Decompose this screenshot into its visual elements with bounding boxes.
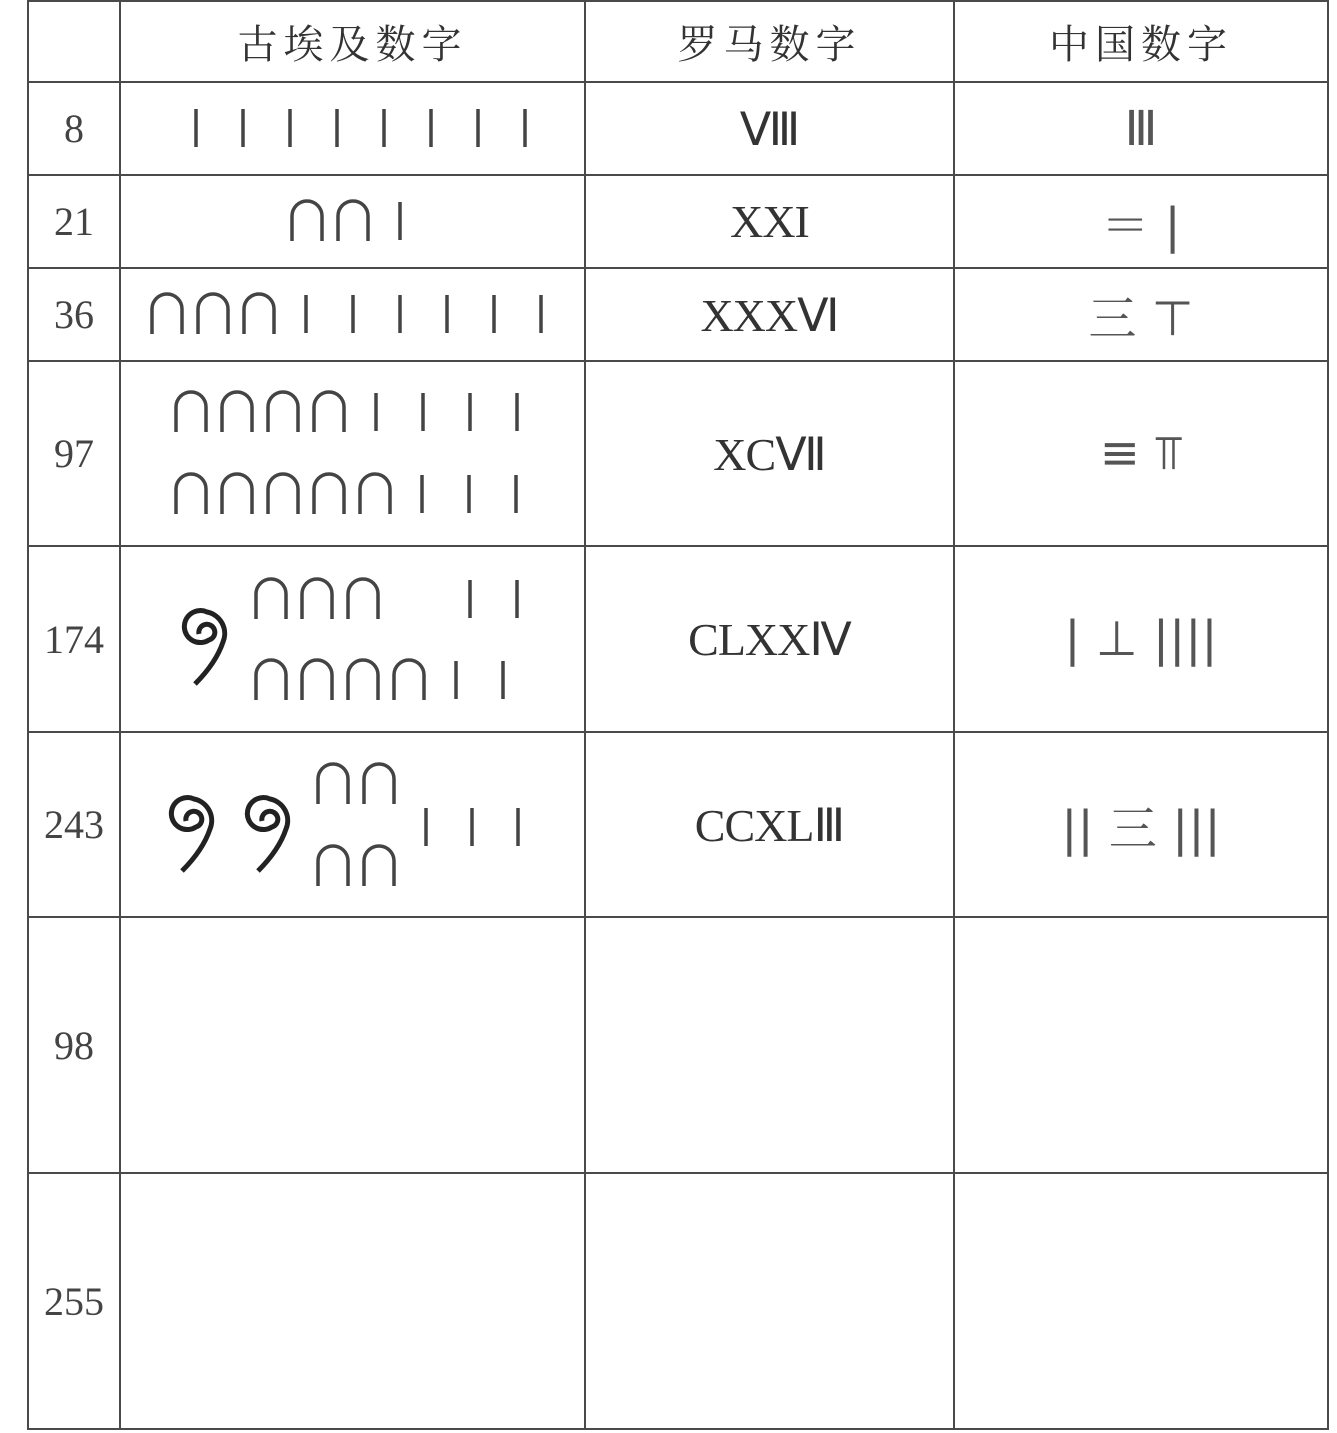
- heel-bone-arch-icon: [318, 764, 348, 804]
- heel-bone-arch-icon: [268, 392, 298, 432]
- number-cell: 8: [64, 106, 84, 151]
- chinese-rod-numeral-cell: ≡ ⫪: [1099, 425, 1183, 481]
- heel-bone-arch-icon: [222, 474, 252, 514]
- heel-bone-arch-icon: [318, 846, 348, 886]
- heel-bone-arch-icon: [176, 392, 206, 432]
- number-cell: 174: [44, 616, 104, 662]
- number-cell: 97: [54, 431, 94, 476]
- number-cell: 98: [54, 1022, 94, 1068]
- heel-bone-arch-icon: [302, 660, 332, 700]
- coil-rope-icon: [247, 798, 287, 871]
- roman-numeral-cell: Ⅷ: [739, 103, 800, 155]
- heel-bone-arch-icon: [198, 294, 228, 334]
- heel-bone-arch-icon: [364, 846, 394, 886]
- number-cell: 21: [54, 199, 94, 244]
- roman-numeral-cell: CCXLⅢ: [694, 799, 845, 851]
- chinese-rod-numeral-cell: Ⅲ: [1124, 100, 1158, 157]
- coil-rope-icon: [171, 798, 211, 871]
- header-roman-numerals: 罗马数字: [677, 22, 862, 68]
- heel-bone-arch-icon: [302, 579, 332, 619]
- heel-bone-arch-icon: [176, 474, 206, 514]
- header-egyptian-numerals: 古埃及数字: [237, 22, 468, 68]
- chinese-rod-numeral-cell: ＝ |: [1101, 198, 1181, 254]
- roman-numeral-cell: XXI: [730, 196, 809, 247]
- roman-numeral-cell: XXXⅥ: [700, 289, 839, 341]
- heel-bone-arch-icon: [314, 392, 344, 432]
- heel-bone-arch-icon: [360, 474, 390, 514]
- heel-bone-arch-icon: [256, 660, 286, 700]
- number-cell: 243: [44, 802, 104, 847]
- heel-bone-arch-icon: [394, 660, 424, 700]
- heel-bone-arch-icon: [348, 660, 378, 700]
- roman-numeral-cell: XCⅦ: [713, 428, 826, 480]
- heel-bone-arch-icon: [268, 474, 298, 514]
- number-cell: 36: [54, 292, 94, 337]
- coil-rope-icon: [184, 611, 224, 684]
- heel-bone-arch-icon: [244, 294, 274, 334]
- heel-bone-arch-icon: [256, 579, 286, 619]
- chinese-rod-numeral-cell: 三 ⊤: [1088, 291, 1194, 347]
- heel-bone-arch-icon: [338, 201, 368, 241]
- chinese-rod-numeral-cell: || 三 |||: [1061, 801, 1221, 857]
- number-cell: 255: [44, 1278, 104, 1324]
- heel-bone-arch-icon: [222, 392, 252, 432]
- heel-bone-arch-icon: [364, 764, 394, 804]
- heel-bone-arch-icon: [314, 474, 344, 514]
- header-chinese-numerals: 中国数字: [1049, 22, 1233, 68]
- heel-bone-arch-icon: [348, 579, 378, 619]
- heel-bone-arch-icon: [152, 294, 182, 334]
- roman-numeral-cell: CLXXⅣ: [688, 614, 851, 665]
- chinese-rod-numeral-cell: | ⊥ ||||: [1064, 611, 1218, 667]
- heel-bone-arch-icon: [292, 201, 322, 241]
